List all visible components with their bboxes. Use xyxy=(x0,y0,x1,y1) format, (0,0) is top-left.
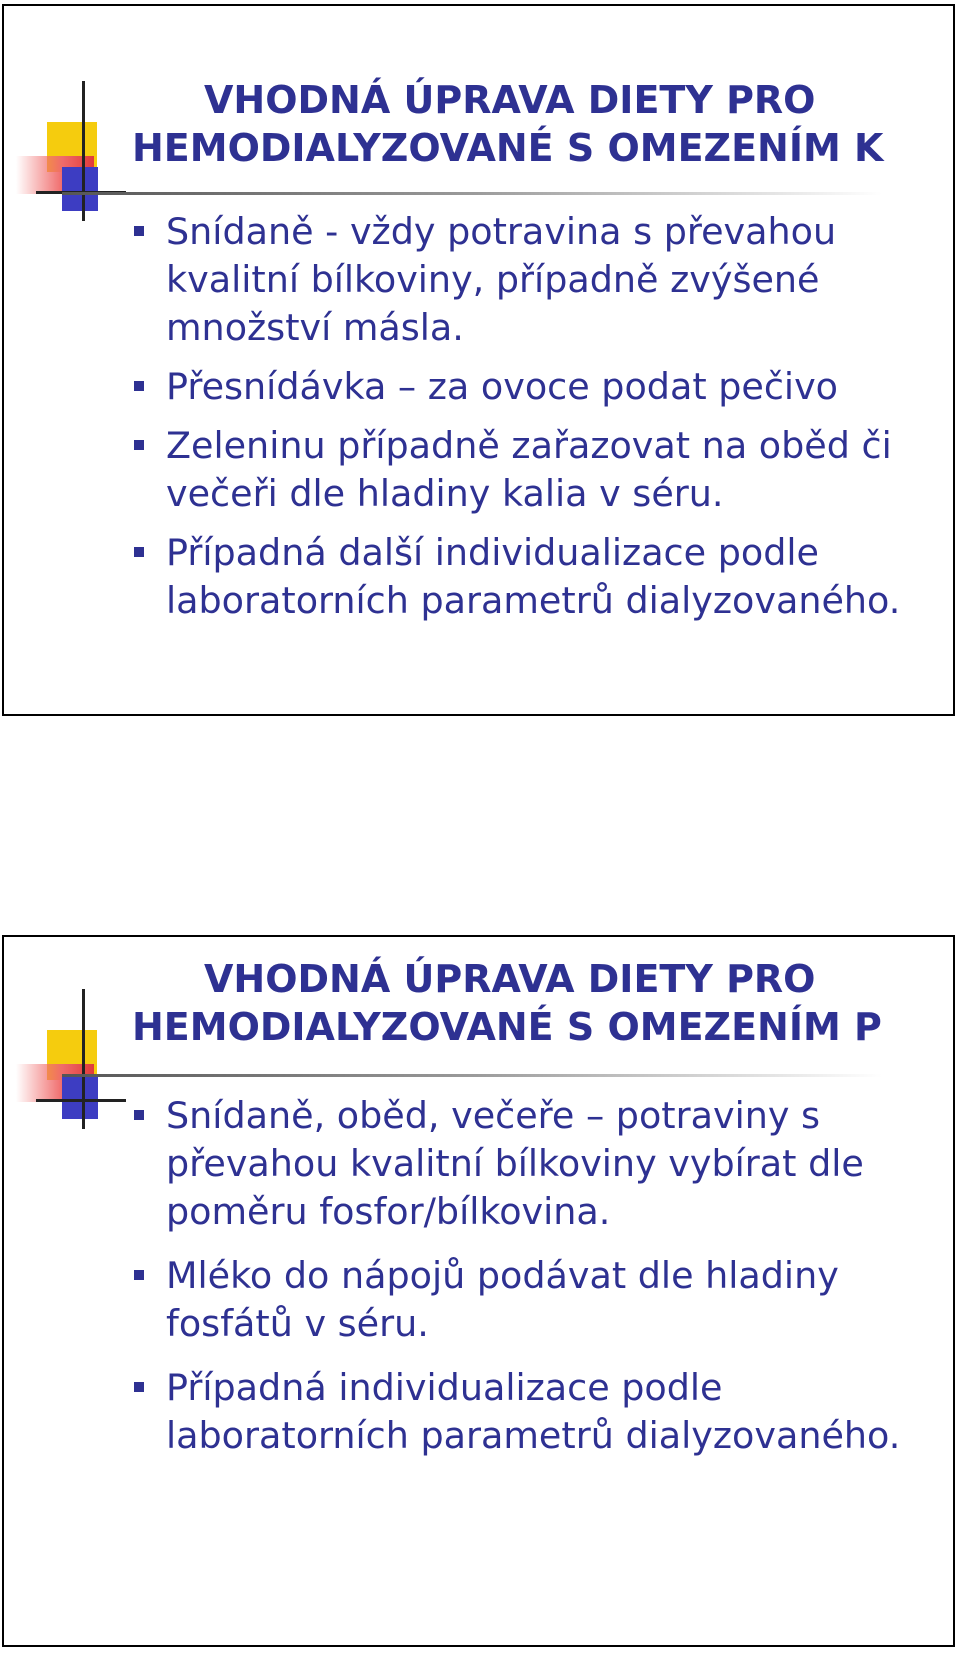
list-item xyxy=(134,422,944,518)
bullet-text: Snídaně, oběd, večeře – potraviny s převahou kvalitní bílkoviny vybírat dle poměru fosfor/bílkovina. xyxy=(166,1094,864,1233)
slide-title xyxy=(132,955,952,1051)
list-item xyxy=(134,363,944,411)
title-line-1: VHODNÁ ÚPRAVA DIETY PRO xyxy=(204,957,816,1001)
title-line-2: HEMODIALYZOVANÉ S OMEZENÍM P xyxy=(132,1005,882,1049)
square-bullet-icon xyxy=(134,1270,144,1280)
bullet-list xyxy=(134,1092,944,1476)
list-item xyxy=(134,1364,944,1460)
square-bullet-icon xyxy=(134,440,144,450)
bullet-text: Zeleninu případně zařazovat na oběd či večeři dle hladiny kalia v séru. xyxy=(166,424,892,515)
list-item xyxy=(134,529,944,625)
blue-square xyxy=(62,167,98,211)
slide-potassium xyxy=(2,4,955,716)
bullet-text: Mléko do nápojů podávat dle hladiny fosfátů v séru. xyxy=(166,1254,839,1345)
title-line-2: HEMODIALYZOVANÉ S OMEZENÍM K xyxy=(132,126,884,170)
square-bullet-icon xyxy=(134,1110,144,1120)
bullet-text: Snídaně - vždy potravina s převahou kvalitní bílkoviny, případně zvýšené množství másla. xyxy=(166,210,837,349)
title-underline xyxy=(62,192,882,195)
bullet-text: Přesnídávka – za ovoce podat pečivo xyxy=(166,365,839,408)
slide-title xyxy=(132,76,952,172)
square-bullet-icon xyxy=(134,226,144,236)
horizontal-line xyxy=(36,1099,126,1102)
square-bullet-icon xyxy=(134,547,144,557)
color-block-decoration-icon xyxy=(16,81,136,221)
bullet-text: Případná individualizace podle laboratorních parametrů dialyzovaného. xyxy=(166,1366,901,1457)
list-item xyxy=(134,1252,944,1348)
bullet-list xyxy=(134,208,944,636)
slide-phosphorus xyxy=(2,935,955,1647)
vertical-line xyxy=(82,989,85,1129)
square-bullet-icon xyxy=(134,381,144,391)
bullet-text: Případná další individualizace podle laboratorních parametrů dialyzovaného. xyxy=(166,531,901,622)
title-underline xyxy=(62,1074,882,1077)
blue-square xyxy=(62,1075,98,1119)
list-item xyxy=(134,1092,944,1236)
color-block-decoration-icon xyxy=(16,989,136,1129)
title-line-1: VHODNÁ ÚPRAVA DIETY PRO xyxy=(204,78,816,122)
vertical-line xyxy=(82,81,85,221)
square-bullet-icon xyxy=(134,1382,144,1392)
list-item xyxy=(134,208,944,352)
